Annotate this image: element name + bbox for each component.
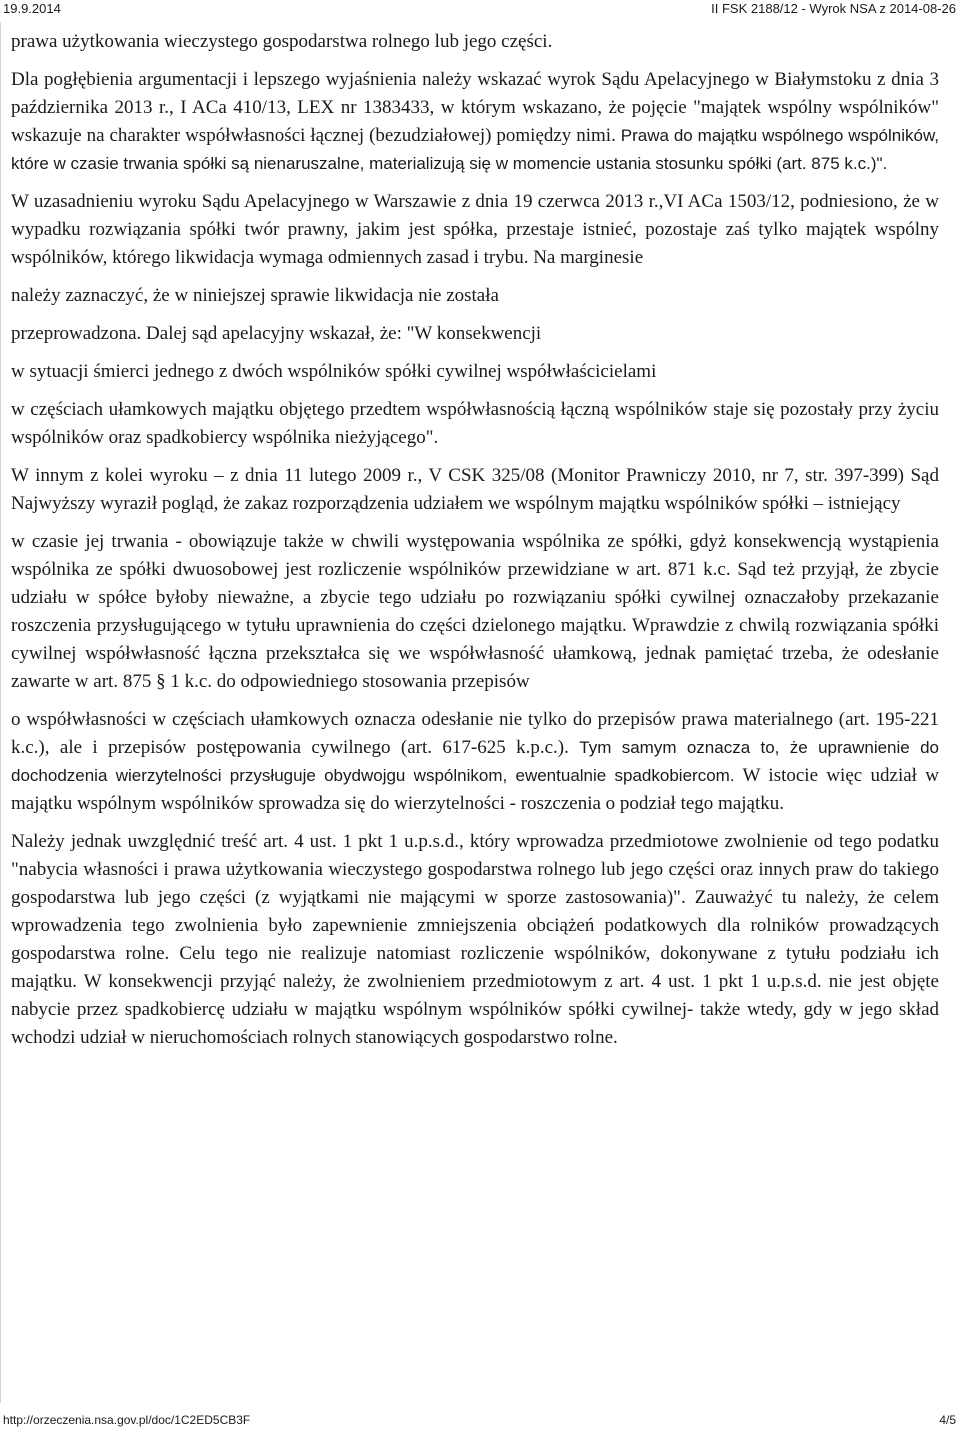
paragraph xyxy=(11,706,939,818)
paragraph xyxy=(11,66,939,178)
paragraph xyxy=(11,282,939,310)
paragraph xyxy=(11,828,939,1052)
text-run: o współwłasności w częściach ułamkowych oznacza odesłanie nie tylko do przepisów prawa materialnego (art. 195-221 k.c.), ale i przepisów postępowania cywilnego (art. 617-625 k.p.c.). xyxy=(11,709,939,758)
page-number: 4/5 xyxy=(939,1413,956,1427)
paragraph xyxy=(11,188,939,272)
page-header xyxy=(3,0,956,22)
paragraph xyxy=(11,320,939,348)
text-run: prawa użytkowania wieczystego gospodarstwa rolnego lub jego części. xyxy=(11,31,553,52)
page-footer xyxy=(3,1411,956,1429)
text-run: przeprowadzona. Dalej sąd apelacyjny wskazał, że: "W konsekwencji xyxy=(11,323,542,344)
paragraph xyxy=(11,358,939,386)
paragraph xyxy=(11,528,939,696)
left-margin-rule xyxy=(0,22,1,1403)
text-run: należy zaznaczyć, że w niniejszej sprawie likwidacja nie została xyxy=(11,285,499,306)
text-run: W innym z kolei wyroku – z dnia 11 lutego 2009 r., V CSK 325/08 (Monitor Prawniczy 2010, nr 7, str. 397-399) Sąd Najwyższy wyraził pogląd, że zakaz rozporządzenia udziałem we wspólnym majątku wspólników spółki – istniejący xyxy=(11,465,939,514)
document-body xyxy=(11,28,939,1062)
text-run: Prawa do majątku wspólnego wspólników, które w czasie trwania spółki są nienaruszalne, materializują się w momencie ustania stosunku spółki (art. 875 k.c.)". xyxy=(11,126,939,173)
text-run: Tym samym oznacza to, że uprawnienie do dochodzenia wierzytelności przysługuje obydwojgu wspólnikom, ewentualnie spadkobiercom. xyxy=(11,738,939,785)
source-url[interactable]: http://orzeczenia.nsa.gov.pl/doc/1C2ED5CB3F xyxy=(3,1413,251,1427)
text-run: w czasie jej trwania - obowiązuje także w chwili występowania wspólnika ze spółki, gdyż konsekwencją wystąpienia wspólnika ze spółki dwuosobowej jest rozliczenie wspólników przewidziane w art. 871 k.c. Sąd też przyjął, że zbycie udziału w spółce byłoby nieważne, a zbycie tego udziału po rozwiązaniu spółki cywilnej oznaczałoby przekazanie roszczenia przysługującego w tytułu uprawnienia do części dzielonego majątku. Wprawdzie z chwilą rozwiązania spółki cywilnej współwłasność łączna przekształca się we współwłasność ułamkową, jednak pamiętać trzeba, że odesłanie zawarte w art. 875 § 1 k.c. do odpowiedniego stosowania przepisów xyxy=(11,531,939,692)
paragraph xyxy=(11,28,939,56)
document-title: II FSK 2188/12 - Wyrok NSA z 2014-08-26 xyxy=(711,1,956,16)
text-run: W uzasadnieniu wyroku Sądu Apelacyjnego w Warszawie z dnia 19 czerwca 2013 r.,VI ACa 1503/12, podniesiono, że w wypadku rozwiązania spółki twór prawny, jakim jest spółka, przestaje istnieć, pozostaje zaś tylko majątek wspólny wspólników, którego likwidacja wymaga odmiennych zasad i trybu. Na marginesie xyxy=(11,191,939,268)
paragraph xyxy=(11,396,939,452)
text-run: Należy jednak uwzględnić treść art. 4 ust. 1 pkt 1 u.p.s.d., który wprowadza przedmiotowe zwolnienie od tego podatku "nabycia własności i prawa użytkowania wieczystego gospodarstwa rolnego lub jego części oraz innych praw do takiego gospodarstwa lub jego części (z wyjątkami nie mającymi w sporze zastosowania)". Zauważyć tu należy, że celem wprowadzenia tego zwolnienia było zapewnienie zmniejszenia obciążeń podatkowych dla rolników prowadzących gospodarstwa rolne. Celu tego nie realizuje natomiast rozliczenie wspólników, dokonywane z tytułu podziału ich majątku. W konsekwencji przyjąć należy, że zwolnieniem przedmiotowym z art. 4 ust. 1 pkt 1 u.p.s.d. nie jest objęte nabycie przez spadkobiercę udziału w majątku wspólnym wspólników spółki cywilnej- także wtedy, gdy w jego skład wchodzi udział w nieruchomościach rolnych stanowiących gospodarstwo rolne. xyxy=(11,831,939,1048)
print-date: 19.9.2014 xyxy=(3,1,61,16)
text-run: W istocie więc udział w majątku wspólnym wspólników sprowadza się do wierzytelności - roszczenia o podział tego majątku. xyxy=(11,765,939,814)
paragraph xyxy=(11,462,939,518)
text-run: Dla pogłębienia argumentacji i lepszego wyjaśnienia należy wskazać wyrok Sądu Apelacyjnego w Białymstoku z dnia 3 października 2013 r., I ACa 410/13, LEX nr 1383433, w którym wskazano, że pojęcie "majątek wspólny wspólników" wskazuje na charakter współwłasności łącznej (bezudziałowej) pomiędzy nimi. xyxy=(11,69,939,146)
text-run: w sytuacji śmierci jednego z dwóch wspólników spółki cywilnej współwłaścicielami xyxy=(11,361,657,382)
text-run: w częściach ułamkowych majątku objętego przedtem współwłasnością łączną wspólników staje się pozostały przy życiu wspólników oraz spadkobiercy wspólnika nieżyjącego". xyxy=(11,399,939,448)
